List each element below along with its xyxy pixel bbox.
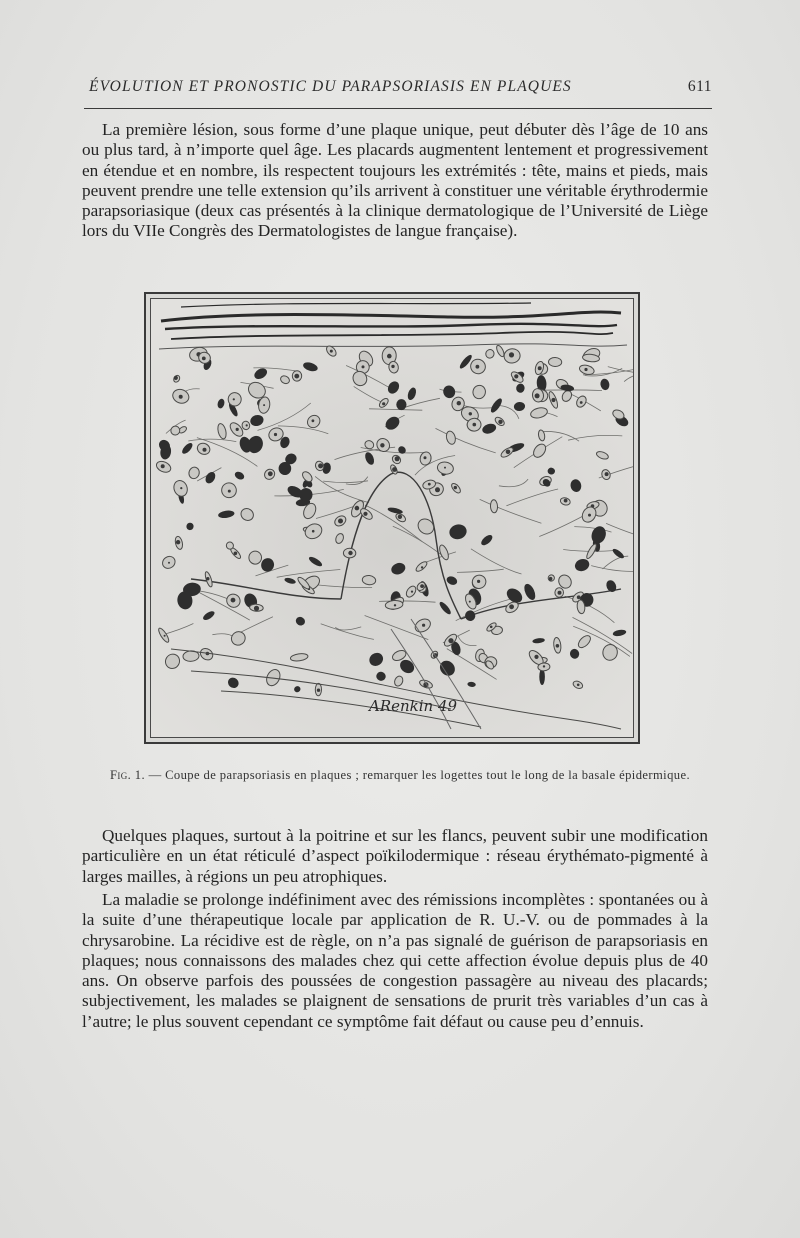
nucleolus-dot — [538, 366, 542, 370]
nucleolus-dot — [274, 433, 277, 436]
nucleolus-dot — [509, 352, 514, 357]
nucleolus-dot — [577, 684, 580, 687]
nucleolus-dot — [355, 506, 360, 511]
nucleolus-dot — [202, 357, 206, 361]
nucleolus-dot — [180, 487, 182, 489]
nucleolus-dot — [312, 530, 315, 533]
nucleolus-dot — [506, 450, 511, 455]
nucleolus-dot — [231, 598, 236, 603]
nucleolus-dot — [535, 393, 540, 398]
nucleolus-dot — [228, 490, 231, 493]
nucleolus-dot — [424, 456, 427, 459]
nucleolus-dot — [469, 601, 471, 603]
nucleolus-dot — [312, 419, 315, 422]
nucleolus-dot — [421, 566, 423, 568]
nucleolus-dot — [254, 606, 259, 611]
nucleolus-dot — [588, 514, 591, 517]
paragraph-disease-course: La maladie se prolonge indéfiniment avec des rémissions incomplètes : spontanées ou à la suite d’une thérapeutique locale par application de R. U.-V. ou de pommades à la chrysarobine. La récidive est de règle, on n’a pas signalé de guérison de parapsoriasis en plaques; nous connaissons des malades chez qui cette affection évolue depuis plus de 40 ans. On observe parfois des poussées de congestion passagère au niveau des placards; subjectivement, les malades se plaignent de sensations de prurit très variables d’un cas à l’autre; le plus souvent cependant ce symptôme fait défaut ou cause peu d’ennuis. — [82, 890, 708, 1031]
nucleolus-dot — [395, 456, 400, 461]
nucleolus-dot — [363, 512, 367, 516]
nucleolus-dot — [330, 350, 333, 353]
nucleolus-dot — [380, 443, 384, 447]
caption-dash: — — [145, 768, 166, 782]
nucleolus-dot — [411, 591, 413, 593]
nucleolus-dot — [584, 368, 587, 371]
running-head — [84, 78, 712, 102]
nucleolus-dot — [203, 448, 207, 452]
nucleolus-dot — [206, 577, 209, 580]
running-title: ÉVOLUTION ET PRONOSTIC DU PARAPSORIASIS EN PLAQUES — [89, 78, 572, 95]
nucleolus-dot — [469, 412, 472, 415]
nucleolus-dot — [348, 551, 352, 555]
nucleolus-dot — [382, 402, 385, 405]
nucleolus-dot — [263, 404, 265, 406]
nucleolus-dot — [338, 519, 343, 524]
nucleolus-dot — [362, 365, 365, 368]
nucleolus-dot — [174, 376, 178, 380]
nucleolus-dot — [268, 471, 273, 476]
nucleolus-dot — [234, 552, 238, 556]
nucleolus-dot — [392, 467, 397, 472]
nucleolus-dot — [294, 374, 299, 379]
nucleolus-dot — [454, 486, 457, 489]
figure-caption — [100, 768, 700, 783]
nucleolus-dot — [422, 624, 425, 627]
page-number: 611 — [687, 78, 712, 95]
header-rule — [84, 108, 712, 109]
figure-illustration — [150, 298, 634, 738]
nucleolus-dot — [176, 540, 180, 544]
artist-signature: ARenkin 49 — [369, 697, 458, 715]
paragraph-reticulated-plaques: Quelques plaques, surtout à la poitrine et sur les flancs, peuvent subir une modification particulière en un état réticulé d’aspect poïkilodermique : réseau érythémato-pigmenté à larges mailles, à régions un peu atrophiques. — [82, 826, 708, 886]
nucleolus-dot — [387, 354, 392, 359]
nucleolus-dot — [476, 365, 480, 369]
nucleolus-dot — [246, 424, 248, 426]
figure-label: Fig. 1. — [109, 768, 146, 782]
nucleolus-dot — [580, 401, 583, 404]
nucleolus-dot — [564, 499, 568, 503]
nucleolus-dot — [556, 644, 560, 648]
nucleolus-dot — [549, 577, 553, 581]
nucleolus-dot — [605, 472, 609, 476]
nucleolus-dot — [391, 365, 394, 368]
nucleolus-dot — [435, 487, 440, 492]
nucleolus-dot — [558, 591, 562, 595]
nucleolus-dot — [551, 398, 555, 402]
nucleolus-dot — [448, 638, 453, 643]
nucleolus-dot — [509, 604, 514, 609]
nucleolus-dot — [161, 464, 165, 468]
nucleolus-dot — [164, 635, 166, 637]
nucleolus-dot — [543, 665, 545, 667]
nucleolus-dot — [444, 467, 446, 469]
nucleolus-dot — [233, 398, 235, 400]
nucleolus-dot — [317, 689, 320, 692]
nucleolus-dot — [490, 626, 493, 629]
nucleolus-dot — [534, 655, 538, 659]
cell-outline — [490, 500, 498, 513]
nucleolus-dot — [498, 420, 502, 424]
figure-histology — [144, 292, 640, 744]
nucleolus-dot — [514, 374, 518, 378]
nucleolus-dot — [179, 395, 183, 399]
nucleolus-dot — [398, 515, 402, 519]
cell-outline — [249, 551, 262, 564]
histology-engraving — [151, 299, 634, 738]
paragraph-first-lesion: La première lésion, sous forme d’une plaque unique, peut débuter dès l’âge de 10 ans ou plus tard, à n’importe quel âge. Les placards augmentent lentement et progressivement en étendue et en nombre, ils respectent toujours les extrémités : tête, mains et pieds, mais peuvent prendre une telle extension qu’ils arrivent à constituer une véritable érythrodermie parapsoriasique (deux cas présentés à la clinique dermatologique de l’Université de Liège lors du VIIe Congrès des Dermatologistes de langue française). — [82, 120, 708, 241]
nucleolus-dot — [420, 584, 424, 588]
nucleolus-dot — [318, 463, 323, 468]
caption-text: Coupe de parapsoriasis en plaques ; remarquer les logettes tout le long de la basale épidermique. — [165, 768, 691, 782]
nucleolus-dot — [473, 423, 477, 427]
nucleolus-dot — [457, 401, 461, 405]
nucleolus-dot — [168, 562, 170, 564]
cell-outline — [548, 357, 562, 366]
nucleolus-dot — [428, 483, 431, 486]
nucleolus-dot — [394, 604, 396, 606]
nucleolus-dot — [236, 428, 239, 431]
nucleolus-dot — [577, 595, 581, 599]
nucleus-dark — [396, 399, 406, 410]
nucleolus-dot — [477, 580, 480, 583]
